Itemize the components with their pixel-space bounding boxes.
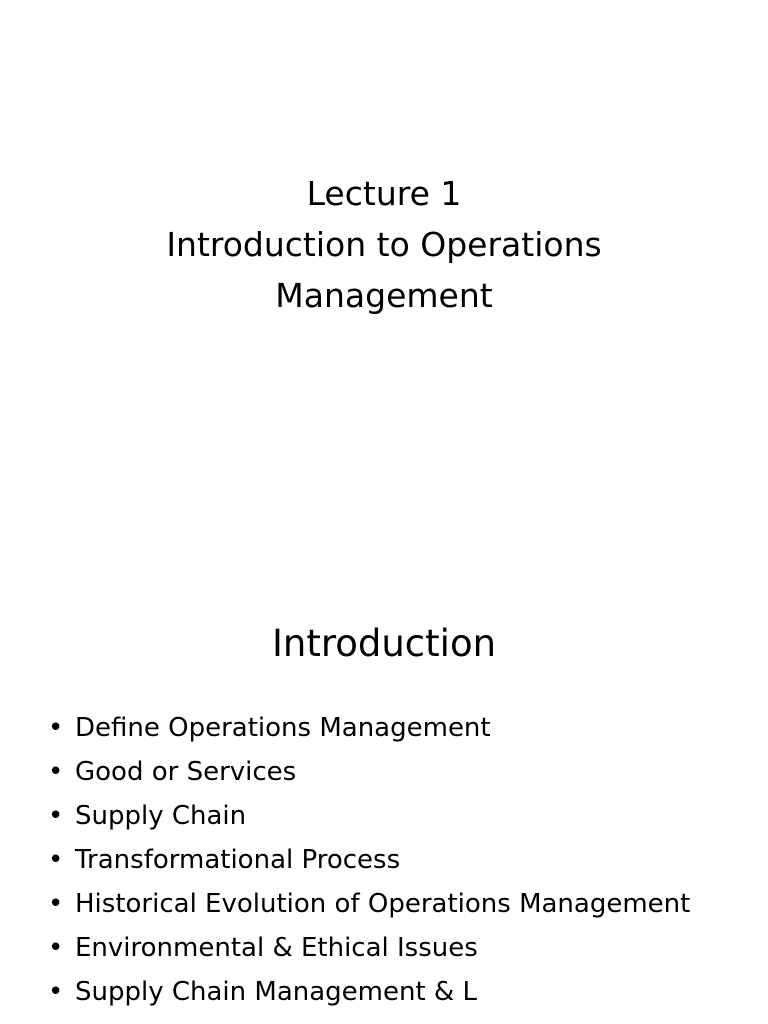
bullet-icon: • (48, 713, 64, 743)
bullet-text: Supply Chain Management & L (75, 977, 477, 1007)
bullet-list (48, 710, 748, 1018)
bullet-text: Supply Chain (75, 801, 247, 831)
list-item (48, 710, 748, 746)
bullet-icon: • (48, 977, 64, 1007)
bullet-icon: • (48, 845, 64, 875)
bullet-icon: • (48, 757, 64, 787)
list-item (48, 798, 748, 834)
bullet-text: Transformational Process (75, 845, 401, 875)
introduction-slide (0, 592, 768, 1024)
bullet-icon: • (48, 889, 64, 919)
title-line-topic: Introduction to Operations (166, 225, 602, 264)
slide-title (0, 168, 768, 321)
list-item (48, 974, 748, 1010)
bullet-text: Environmental & Ethical Issues (75, 933, 478, 963)
bullet-icon: • (48, 933, 64, 963)
slide-heading: Introduction (271, 622, 497, 665)
list-item (48, 886, 748, 922)
list-item (48, 754, 748, 790)
title-line-topic-cont: Management (275, 276, 493, 315)
bullet-text: Historical Evolution of Operations Management (75, 889, 691, 919)
bullet-text: Good or Services (75, 757, 297, 787)
list-item (48, 930, 748, 966)
bullet-icon: • (48, 801, 64, 831)
list-item (48, 842, 748, 878)
title-line-lecture: Lecture 1 (306, 174, 462, 213)
bullet-text: Define Operations Management (75, 713, 491, 743)
